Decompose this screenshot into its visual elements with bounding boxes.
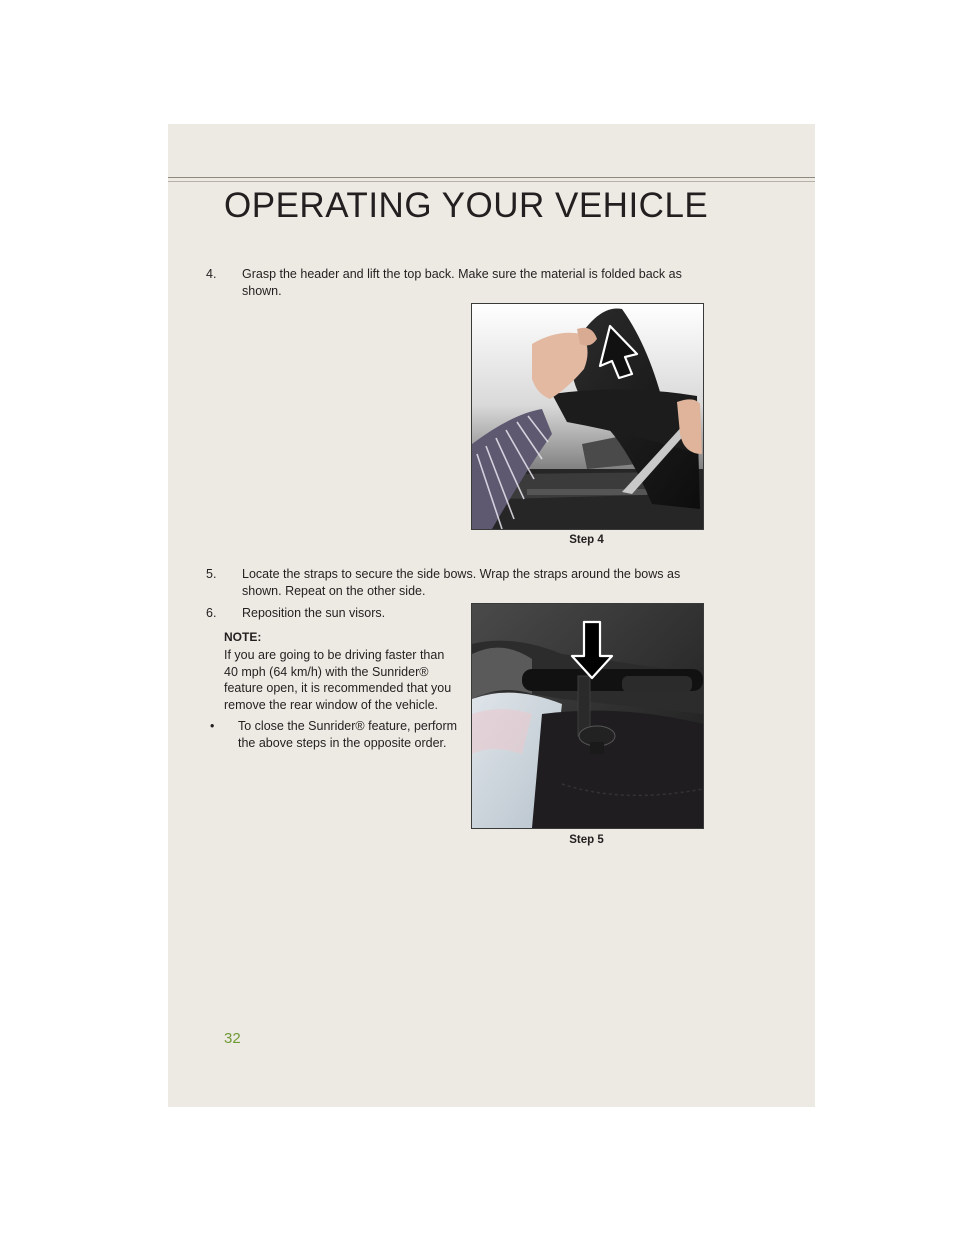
header-rule-bottom <box>168 181 815 182</box>
step-6-number: 6. <box>206 606 217 620</box>
step-4 <box>206 266 704 299</box>
step-4-text: Grasp the header and lift the top back. Make sure the material is folded back as shown. <box>242 267 682 298</box>
bullet-mark: • <box>210 719 215 733</box>
step-5 <box>206 566 704 599</box>
step-4-caption: Step 4 <box>569 534 604 546</box>
section-title: OPERATING YOUR VEHICLE <box>224 186 709 225</box>
manual-page <box>168 124 815 1107</box>
step-5-caption: Step 5 <box>569 834 604 846</box>
page-number: 32 <box>224 1030 241 1047</box>
note-text: If you are going to be driving faster than 40 mph (64 km/h) with the Sunrider® feature open, it is recommended that you remove the rear window of the vehicle. <box>224 648 452 712</box>
step-5-text: Locate the straps to secure the side bows. Wrap the straps around the bows as shown. Repeat on the other side. <box>242 567 681 598</box>
step-4-number: 4. <box>206 267 217 281</box>
step-4-photo <box>472 304 703 529</box>
step-5-figure <box>471 603 704 829</box>
step-6 <box>206 605 464 622</box>
header-rule-top <box>168 177 815 178</box>
step-5-number: 5. <box>206 567 217 581</box>
note-label: NOTE: <box>224 630 262 644</box>
step-5-photo <box>472 604 703 828</box>
note-bullet <box>210 718 460 751</box>
step-6-text: Reposition the sun visors. <box>242 606 386 620</box>
bullet-text: To close the Sunrider® feature, perform the above steps in the opposite order. <box>238 719 458 750</box>
step-4-figure <box>471 303 704 530</box>
